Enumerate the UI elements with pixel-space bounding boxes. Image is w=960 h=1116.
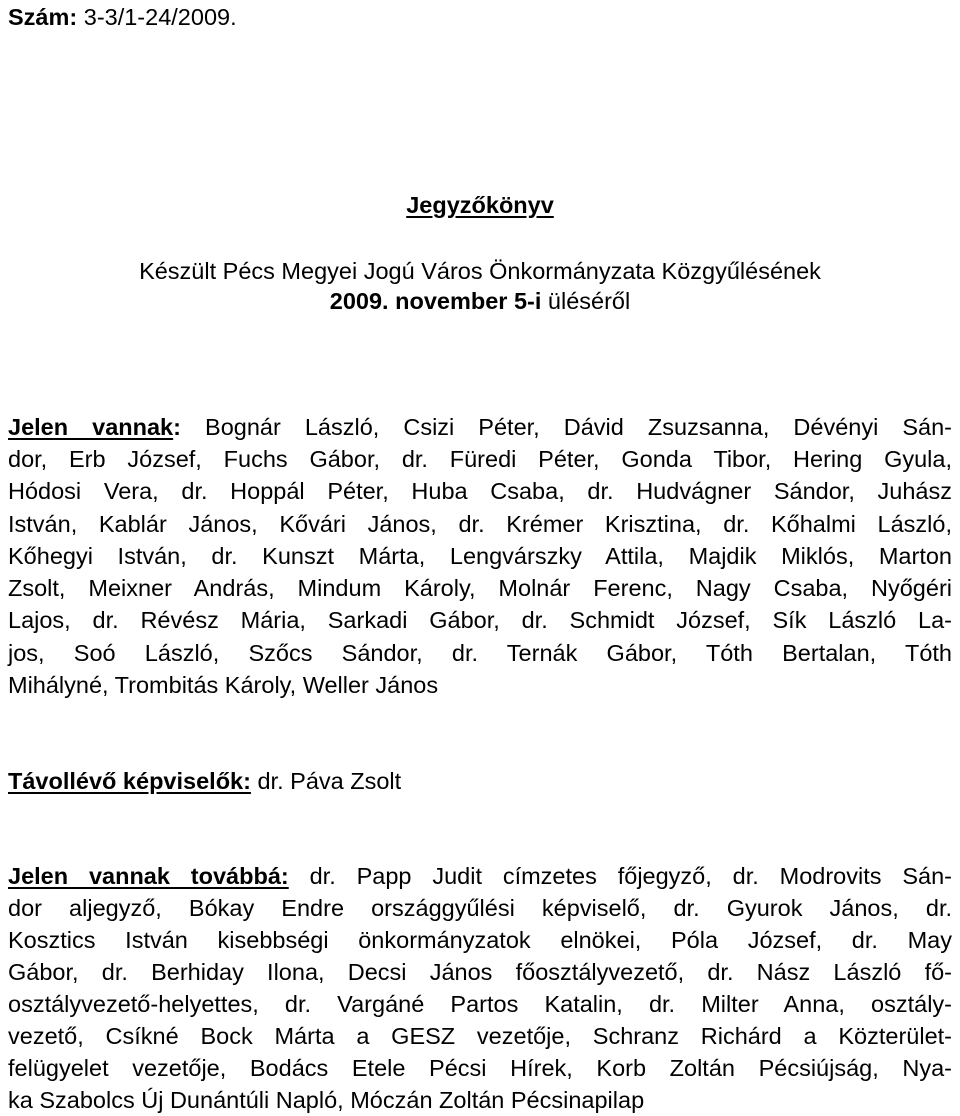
document-number-value: 3-3/1-24/2009. [77, 4, 237, 30]
present-line-6: Zsolt, Meixner András, Mindum Károly, Molnár Ferenc, Nagy Csaba, Nyőgéri [8, 575, 952, 601]
present-label-colon: : [173, 414, 181, 440]
also-present-line-4: Gábor, dr. Berhiday Ilona, Decsi János főosztályvezető, dr. Nász László fő- [8, 959, 952, 985]
absent-label: Távollévő képviselők: [8, 768, 251, 794]
absent-text: dr. Páva Zsolt [250, 768, 402, 794]
document-number [8, 2, 952, 32]
subtitle-line-2 [0, 286, 960, 316]
present-line-3: Hódosi Vera, dr. Hoppál Péter, Huba Csaba, dr. Hudvágner Sándor, Juhász [8, 478, 952, 504]
also-present-line-7: felügyelet vezetője, Bodács Etele Pécsi Hírek, Korb Zoltán Pécsiújság, Nya- [8, 1055, 952, 1081]
present-line-8: jos, Soó László, Szőcs Sándor, dr. Ternák Gábor, Tóth Bertalan, Tóth [8, 640, 952, 666]
also-present-text: dr. Papp Judit címzetes főjegyző, dr. Modrovits Sán- [288, 863, 952, 889]
present-line-1 [8, 412, 952, 442]
also-present-line-3: Kosztics István kisebbségi önkormányzatok elnökei, Póla József, dr. May [8, 927, 952, 953]
subtitle-line-1: Készült Pécs Megyei Jogú Város Önkormányzata Közgyűlésének [139, 258, 821, 284]
present-text: Bognár László, Csizi Péter, Dávid Zsuzsanna, Dévényi Sán- [180, 414, 953, 440]
also-present-line-6: vezető, Csíkné Bock Márta a GESZ vezetője, Schranz Richárd a Közterület- [8, 1023, 952, 1049]
present-label: Jelen vannak [8, 414, 174, 440]
also-present-line-5: osztályvezető-helyettes, dr. Vargáné Partos Katalin, dr. Milter Anna, osztály- [8, 991, 952, 1017]
present-line-4: István, Kablár János, Kővári János, dr. Krémer Krisztina, dr. Kőhalmi László, [8, 511, 952, 537]
also-present-line-1 [8, 861, 952, 891]
also-present-label: Jelen vannak továbbá: [8, 863, 289, 889]
meeting-suffix: üléséről [541, 288, 631, 314]
also-present-line-8: ka Szabolcs Új Dunántúli Napló, Móczán Zoltán Pécsinapilap [8, 1087, 645, 1113]
document-title: Jegyzőkönyv [406, 192, 554, 218]
present-line-9: Mihályné, Trombitás Károly, Weller János [8, 672, 439, 698]
present-line-2: dor, Erb József, Fuchs Gábor, dr. Füredi Péter, Gonda Tibor, Hering Gyula, [8, 446, 952, 472]
absent-line [8, 766, 952, 796]
present-line-7: Lajos, dr. Révész Mária, Sarkadi Gábor, dr. Schmidt József, Sík László La- [8, 607, 952, 633]
present-line-5: Kőhegyi István, dr. Kunszt Márta, Lengvárszky Attila, Majdik Miklós, Marton [8, 543, 952, 569]
document-number-label: Szám: [8, 4, 78, 30]
meeting-date: 2009. november 5-i [329, 288, 542, 314]
also-present-line-2: dor aljegyző, Bókay Endre országgyűlési képviselő, dr. Gyurok János, dr. [8, 895, 952, 921]
